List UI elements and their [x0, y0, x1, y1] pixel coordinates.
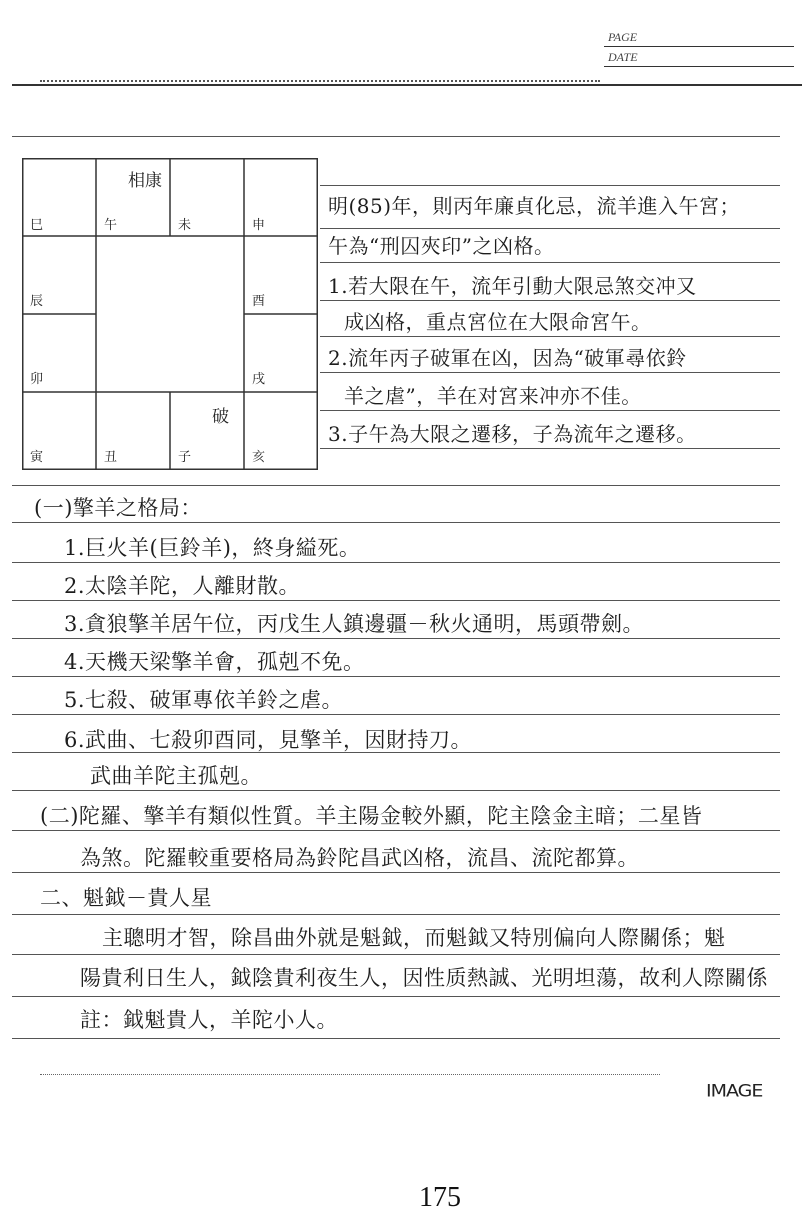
- ruled-line: [320, 228, 780, 229]
- note-line: 2.流年丙子破軍在凶，因為“破軍尋依鈴: [328, 346, 687, 370]
- section1-item: 3.貪狼擎羊居午位，丙戊生人鎮邊疆－秋火通明，馬頭帶劍。: [64, 612, 645, 636]
- ruled-line: [12, 790, 780, 791]
- chart-annotation-top: 相康: [128, 171, 162, 191]
- ruled-line: [12, 1038, 780, 1039]
- ruled-line: [12, 714, 780, 715]
- ruled-line: [320, 336, 780, 337]
- ruled-line: [12, 676, 780, 677]
- image-logo: IMAGE: [706, 1081, 763, 1101]
- note-line: 3.子午為大限之遷移，子為流年之遷移。: [328, 422, 697, 446]
- section3-line: 主聰明才智，除昌曲外就是魁鉞，而魁鉞又特別偏向人際關係；魁: [102, 926, 726, 950]
- ruled-line: [12, 638, 780, 639]
- ruled-line: [12, 996, 780, 997]
- note-line: 明(85)年，則丙年廉貞化忌，流羊進入午宮；: [328, 194, 741, 218]
- ruled-line: [12, 522, 780, 523]
- section1-item: 6.武曲、七殺卯酉同，見擎羊，因財持刀。: [64, 728, 473, 752]
- ruled-line: [12, 872, 780, 873]
- section1-item: 5.七殺、破軍專依羊鈴之虐。: [64, 688, 344, 712]
- ruled-line: [12, 914, 780, 915]
- ruled-line: [320, 262, 780, 263]
- date-label: DATE: [608, 50, 638, 64]
- branch-label-si: 巳: [30, 218, 44, 233]
- note-line: 羊之虐”，羊在对宮来冲亦不佳。: [344, 384, 642, 408]
- ruled-line: [320, 448, 780, 449]
- date-field-line: [604, 66, 794, 67]
- section1-heading: (一)擎羊之格局：: [34, 496, 202, 520]
- section3-line: 陽貴利日生人，鉞陰貴利夜生人，因性质熱誠、光明坦蕩，故利人際關係: [80, 966, 768, 990]
- chart-grid-lines: [22, 158, 318, 470]
- branch-label-zi: 子: [178, 450, 192, 465]
- branch-label-wu: 午: [104, 218, 118, 233]
- header-dotted-rule: [40, 80, 600, 82]
- branch-label-chou: 丑: [104, 450, 118, 465]
- note-line: 1.若大限在午，流年引動大限忌煞交冲又: [328, 274, 697, 298]
- branch-label-shen: 申: [252, 218, 266, 233]
- ruled-line: [320, 372, 780, 373]
- branch-label-hai: 亥: [252, 450, 266, 465]
- branch-label-chen: 辰: [30, 294, 44, 309]
- ruled-line: [12, 600, 780, 601]
- section1-item: 2.太陰羊陀，人離財散。: [64, 574, 301, 598]
- page-number: 175: [419, 1182, 461, 1213]
- ruled-line: [12, 830, 780, 831]
- branch-label-mao: 卯: [30, 372, 44, 387]
- ruled-line: [12, 485, 780, 486]
- section2-line: 為煞。陀羅較重要格局為鈴陀昌武凶格，流昌、流陀都算。: [80, 846, 639, 870]
- section1-item: 1.巨火羊(巨鈴羊)，終身縊死。: [64, 536, 361, 560]
- bottom-dotted-rule: [40, 1074, 660, 1075]
- ruled-line: [320, 410, 780, 411]
- branch-label-you: 酉: [252, 294, 266, 309]
- page-label: PAGE: [608, 30, 638, 44]
- section3-line: 註：鉞魁貴人，羊陀小人。: [80, 1008, 338, 1032]
- ruled-line: [12, 562, 780, 563]
- page-field-line: [604, 46, 794, 47]
- ruled-line: [320, 185, 780, 186]
- branch-label-yin: 寅: [30, 450, 44, 465]
- astrology-chart: [22, 158, 318, 470]
- ruled-line: [320, 300, 780, 301]
- ruled-line: [12, 136, 780, 137]
- header-rule: [12, 84, 802, 86]
- section2-line: (二)陀羅、擎羊有類似性質。羊主陽金較外顯，陀主陰金主暗；二星皆: [40, 804, 703, 828]
- section1-item: 武曲羊陀主孤剋。: [90, 764, 262, 788]
- branch-label-xu: 戌: [252, 372, 266, 387]
- section1-item: 4.天機天梁擎羊會，孤剋不免。: [64, 650, 365, 674]
- branch-label-wei: 未: [178, 218, 192, 233]
- note-line: 成凶格，重点宮位在大限命宮午。: [344, 310, 652, 334]
- ruled-line: [12, 954, 780, 955]
- section3-heading: 二、魁鉞－貴人星: [40, 886, 212, 910]
- chart-annotation-cell: 破: [212, 407, 229, 427]
- note-line: 午為“刑囚夾印”之凶格。: [328, 234, 555, 258]
